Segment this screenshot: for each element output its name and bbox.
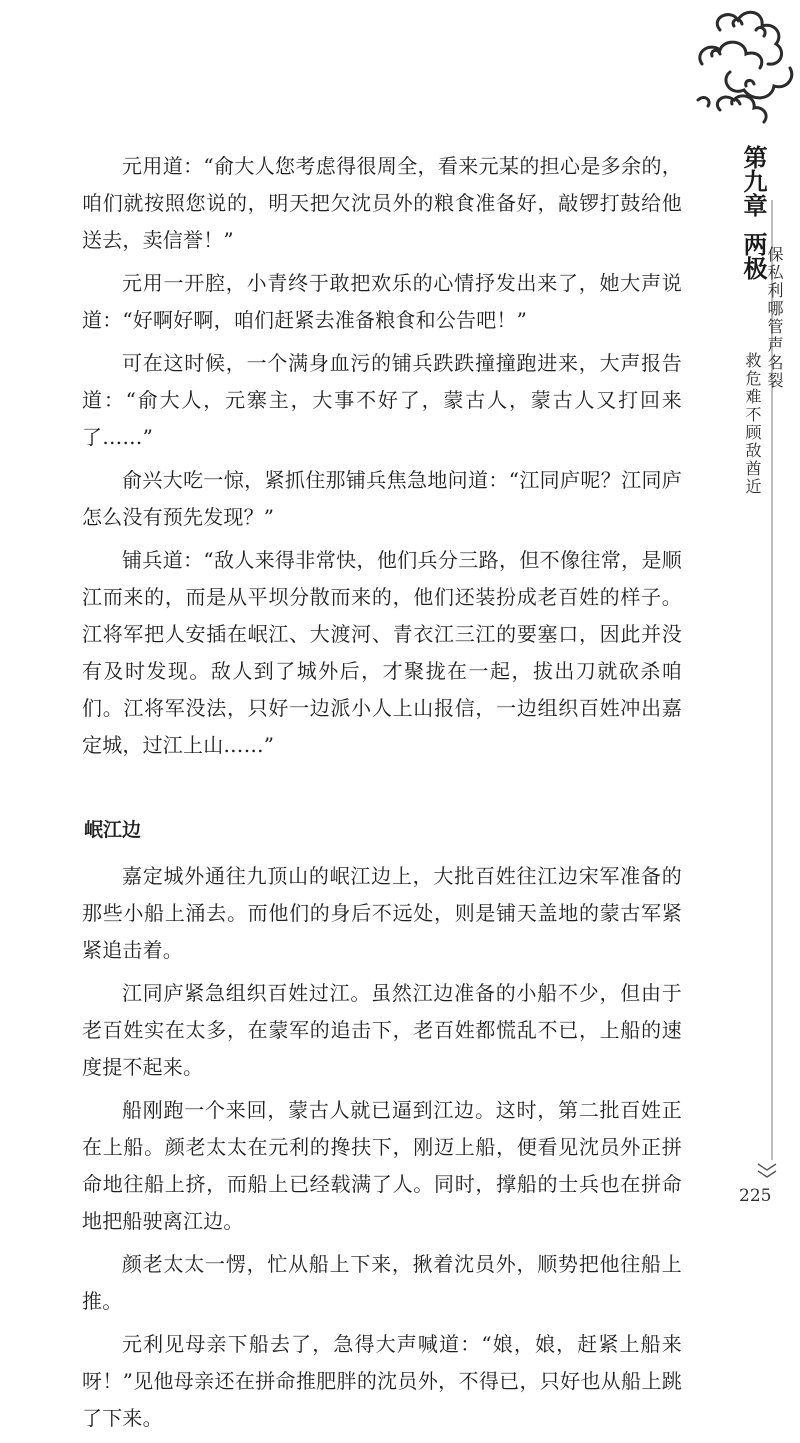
paragraph: 颜老太太一愣，忙从船上下来，揪着沈员外，顺势把他往船上推。 bbox=[82, 1252, 682, 1313]
chapter-subtitle-right: 保私利哪管声名裂 bbox=[765, 246, 784, 390]
paragraph: 元用道：“俞大人您考虑得很周全，看来元某的担心是多余的，咱们就按照您说的，明天把欠沈员外的粮食准备好，敲锣打鼓给他送去，卖信誉！” bbox=[82, 154, 682, 252]
paragraph: 江同庐紧急组织百姓过江。虽然江边准备的小船不少，但由于老百姓实在太多，在蒙军的追击下，老百姓都慌乱不已，上船的速度提不起来。 bbox=[82, 981, 682, 1079]
paragraph: 船刚跑一个来回，蒙古人就已逼到江边。这时，第二批百姓正在上船。颜老太太在元利的搀扶下，刚迈上船，便看见沈员外正拼命地往船上挤，而船上已经载满了人。同时，撑船的士兵也在拼命地把船驶离江边。 bbox=[82, 1098, 682, 1233]
section-title: 岷江边 bbox=[84, 819, 142, 841]
paragraph: 俞兴大吃一惊，紧抓住那铺兵焦急地问道：“江同庐呢？江同庐怎么没有预先发现？” bbox=[82, 468, 682, 529]
page-number: 225 bbox=[739, 1186, 772, 1206]
paragraph: 元利见母亲下船去了，急得大声喊道：“娘，娘，赶紧上船来呀！”见他母亲还在拼命推肥胖的沈员外，不得已，只好也从船上跳了下来。 bbox=[82, 1332, 682, 1430]
paragraph: 铺兵道：“敌人来得非常快，他们兵分三路，但不像往常，是顺江而来的，而是从平坝分散而来的，他们还装扮成老百姓的样子。江将军把人安插在岷江、大渡河、青衣江三江的要塞口，因此并没有及时发现。敌人到了城外后，才聚拢在一起，拔出刀就砍杀咱们。江将军没法，只好一边派小人上山报信，一边组织百姓冲出嘉定城，过江上山……” bbox=[82, 548, 682, 757]
paragraph: 元用一开腔，小青终于敢把欢乐的心情抒发出来了，她大声说道：“好啊好啊，咱们赶紧去准备粮食和公告吧！” bbox=[82, 271, 682, 332]
chapter-number: 第九章 bbox=[739, 145, 767, 217]
paragraph: 嘉定城外通往九顶山的岷江边上，大批百姓往江边宋军准备的那些小船上涌去。而他们的身后不远处，则是铺天盖地的蒙古军紧紧追击着。 bbox=[82, 864, 682, 962]
chapter-title: 两极 bbox=[739, 232, 767, 280]
double-chevron-down-icon bbox=[752, 1162, 782, 1182]
paragraph: 可在这时候，一个满身血污的铺兵跌跌撞撞跑进来，大声报告道：“俞大人，元寨主，大事不好了，蒙古人，蒙古人又打回来了……” bbox=[82, 351, 682, 449]
chapter-subtitle-left: 救危难不顾敌酋近 bbox=[743, 352, 762, 496]
cloud-scroll-icon bbox=[690, 0, 800, 140]
